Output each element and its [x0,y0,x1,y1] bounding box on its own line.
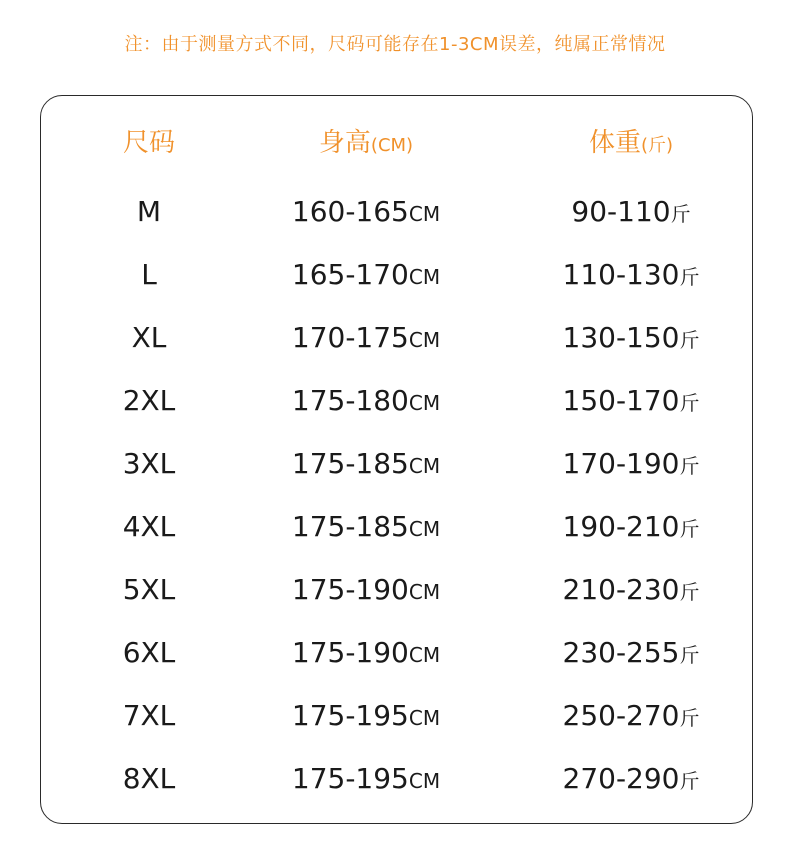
weight-cell [531,439,731,489]
weight-value: 230-255 [562,636,680,669]
weight-unit: 斤 [679,265,700,289]
height-value: 175-180 [291,384,409,417]
weight-cell [531,376,731,426]
height-unit: CM [408,454,441,478]
header-height [266,118,466,168]
height-cell [266,313,466,363]
height-value: 165-170 [291,258,409,291]
size-cell: L [141,258,157,291]
weight-value: 110-130 [562,258,680,291]
weight-unit: 斤 [679,706,700,730]
weight-value: 210-230 [562,573,680,606]
size-row [41,754,752,804]
weight-unit: 斤 [670,202,691,226]
weight-cell [531,313,731,363]
weight-value: 90-110 [571,195,671,228]
weight-unit: 斤 [679,454,700,478]
height-unit: CM [408,328,441,352]
size-row [41,250,752,300]
height-unit: CM [408,580,441,604]
size-row [41,628,752,678]
size-cell: 2XL [122,384,176,417]
size-cell: 3XL [122,447,176,480]
height-unit: CM [408,706,441,730]
weight-value: 170-190 [562,447,680,480]
height-cell [266,439,466,489]
height-value: 175-190 [291,573,409,606]
weight-unit: 斤 [679,769,700,793]
weight-unit: 斤 [679,580,700,604]
height-value: 175-185 [291,510,409,543]
height-cell [266,565,466,615]
height-cell [266,628,466,678]
weight-unit: 斤 [679,328,700,352]
height-value: 175-185 [291,447,409,480]
weight-cell [531,754,731,804]
header-height-label: 身高 [318,128,371,158]
size-cell: 8XL [122,762,176,795]
weight-cell [531,565,731,615]
measurement-note: 注：由于测量方式不同，尺码可能存在1-3CM误差，纯属正常情况 [124,34,666,55]
size-cell: 5XL [122,573,176,606]
height-cell [266,691,466,741]
size-row [41,313,752,363]
weight-cell [531,187,731,237]
height-unit: CM [408,769,441,793]
size-chart-header [41,118,752,168]
size-row [41,439,752,489]
size-cell: 4XL [122,510,176,543]
size-row [41,691,752,741]
height-cell [266,754,466,804]
height-unit: CM [408,517,441,541]
size-row [41,376,752,426]
weight-cell [531,691,731,741]
size-cell: 6XL [122,636,176,669]
weight-unit: 斤 [679,643,700,667]
height-unit: CM [408,391,441,415]
height-value: 175-195 [291,762,409,795]
weight-unit: 斤 [679,517,700,541]
weight-value: 270-290 [562,762,680,795]
height-cell [266,502,466,552]
size-row [41,187,752,237]
header-size: 尺码 [122,128,175,158]
weight-unit: 斤 [679,391,700,415]
height-unit: CM [408,643,441,667]
height-value: 160-165 [291,195,409,228]
header-weight-label: 体重 [588,128,641,158]
header-weight [531,118,731,168]
height-cell [266,376,466,426]
header-weight-unit: (斤) [640,135,674,156]
size-cell: M [136,195,162,228]
height-value: 175-195 [291,699,409,732]
weight-cell [531,502,731,552]
height-cell [266,187,466,237]
size-cell: 7XL [122,699,176,732]
height-value: 170-175 [291,321,409,354]
height-value: 175-190 [291,636,409,669]
height-unit: CM [408,202,441,226]
header-height-unit: (CM) [370,135,414,156]
weight-value: 250-270 [562,699,680,732]
size-cell: XL [131,321,167,354]
size-row [41,502,752,552]
weight-value: 150-170 [562,384,680,417]
weight-value: 130-150 [562,321,680,354]
height-cell [266,250,466,300]
size-row [41,565,752,615]
weight-value: 190-210 [562,510,680,543]
size-chart-card [40,95,753,824]
weight-cell [531,628,731,678]
height-unit: CM [408,265,441,289]
weight-cell [531,250,731,300]
